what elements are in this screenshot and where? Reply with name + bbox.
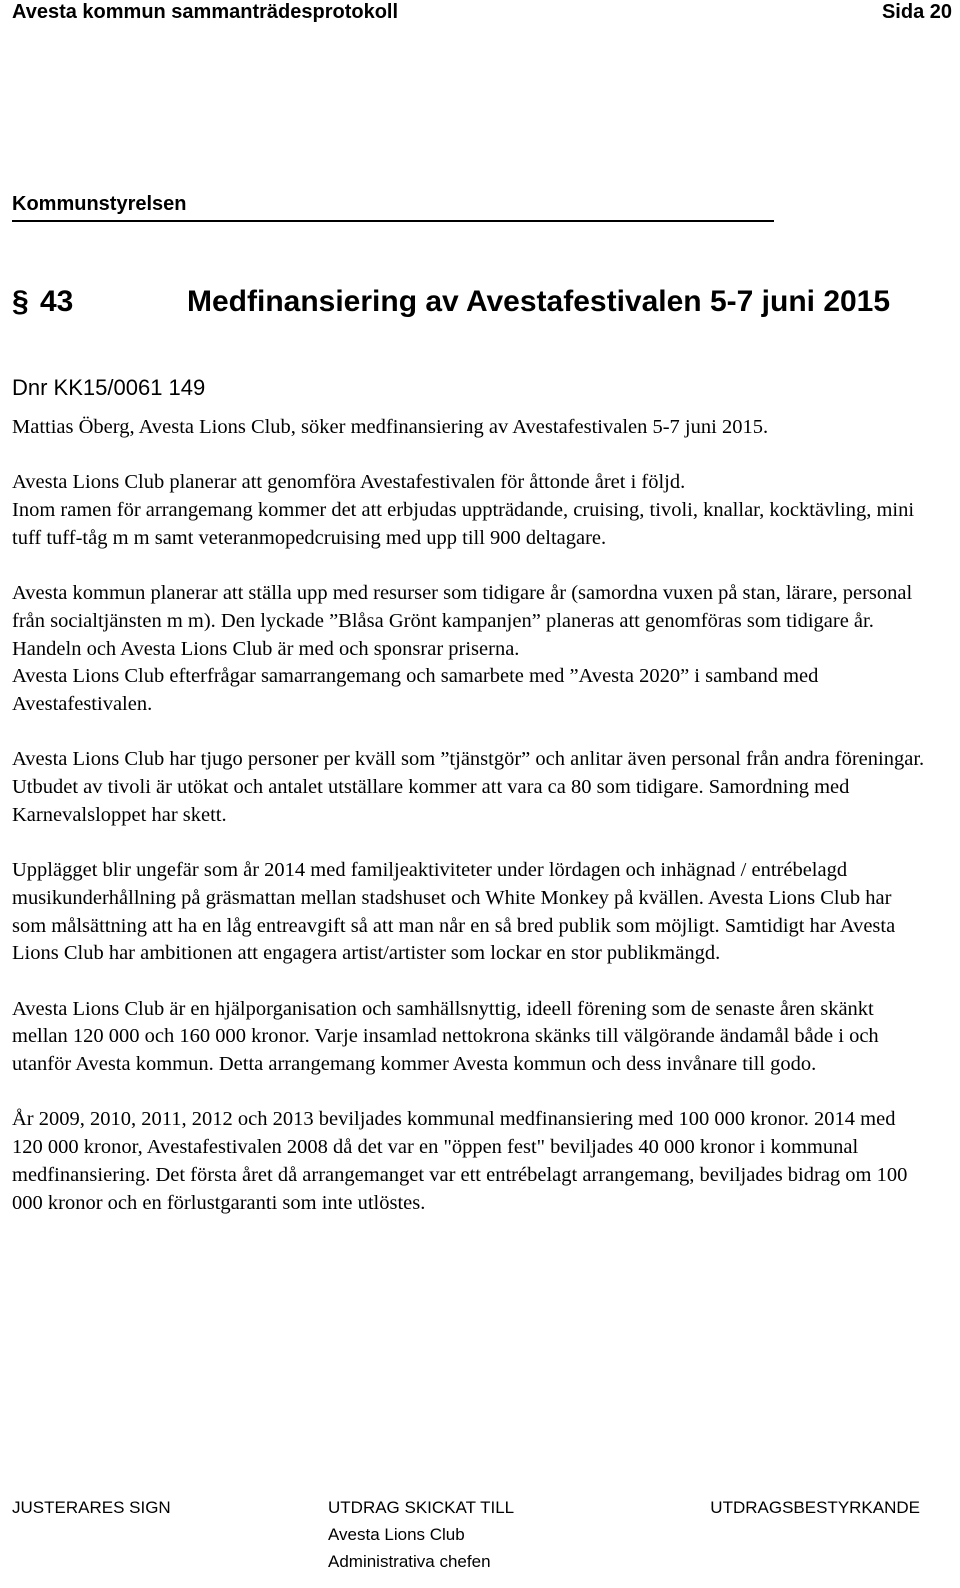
paragraph: Avesta Lions Club efterfrågar samarrangemang och samarbete med ”Avesta 2020” i samband med Avestafestivalen. <box>12 665 819 715</box>
page-footer <box>12 1494 952 1584</box>
paragraph: År 2009, 2010, 2011, 2012 och 2013 beviljades kommunal medfinansiering med 100 000 kronor. 2014 med 120 000 kronor, Avestafestivalen 2008 då det var en "öppen fest" beviljades 40 000 kronor i kommunal medfinansiering. Det första året då arrangemanget var ett entrébelagt arrangemang, beviljades bidrag om 100 000 kronor och en förlustgaranti som inte utlöstes. <box>12 1108 908 1214</box>
registration-number: Dnr KK15/0061 149 <box>12 375 206 400</box>
utdrag-skickat-till-label: UTDRAG SKICKAT TILL <box>328 1498 515 1517</box>
document-title: Avesta kommun sammanträdesprotokoll <box>12 1 399 23</box>
paragraph: Upplägget blir ungefär som år 2014 med familjeaktiviteter under lördagen och inhägnad / entrébelagd musikunderhållning på gräsmattan mellan stadshuset och White Monkey på kvällen. Avesta Lions Club har som målsättning att ha en låg entreavgift så att man når en så bred publik som möjligt. Samtidigt har Avesta Lions Club har ambitionen att engagera artist/artister som lockar en stor publikmängd. <box>12 859 896 965</box>
paragraph: Avesta Lions Club planerar att genomföra Avestafestivalen för åttonde året i följd. <box>12 471 686 494</box>
paragraph: Avesta kommun planerar att ställa upp med resurser som tidigare år (samordna vuxen på stan, lärare, personal från socialtjänsten m m). Den lyckade ”Blåsa Grönt kampanjen” planeras att genomföras som tidigare år. Handeln och Avesta Lions Club är med och sponsrar priserna. <box>12 582 913 660</box>
page-header <box>12 0 952 26</box>
section-title: Kommunstyrelsen <box>12 192 774 222</box>
paragraph: Mattias Öberg, Avesta Lions Club, söker medfinansiering av Avestafestivalen 5-7 juni 2015. <box>12 416 769 438</box>
body-text <box>12 414 927 1217</box>
item-number: 43 <box>40 285 74 318</box>
item-title: Medfinansiering av Avestafestivalen 5-7 juni 2015 <box>187 285 891 318</box>
page-number: Sida 20 <box>881 1 952 23</box>
recipient: Administrativa chefen <box>328 1552 491 1571</box>
paragraph: Avesta Lions Club har tjugo personer per kväll som ”tjänstgör” och anlitar även personal från andra föreningar. Utbudet av tivoli är utökat och antalet utställare kommer att vara ca 80 som tidigare. Samordning med Karnevalsloppet har skett. <box>12 748 925 826</box>
recipient: Avesta Lions Club <box>328 1525 465 1544</box>
paragraph: Inom ramen för arrangemang kommer det att erbjudas uppträdande, cruising, tivoli, knallar, kocktävling, mini tuff tuff-tåg m m samt veteranmopedcruising med upp till 900 deltagare. <box>12 499 915 549</box>
paragraph: Avesta Lions Club är en hjälporganisation och samhällsnyttig, ideell förening som de senaste åren skänkt mellan 120 000 och 160 000 kronor. Varje insamlad nettokrona skänks till välgörande ändamål både i och utanför Avesta kommun. Detta arrangemang kommer Avesta kommun och dess invånare till godo. <box>12 997 879 1076</box>
utdrag-skickat-till <box>328 1494 514 1575</box>
justerares-sign: JUSTERARES SIGN <box>12 1498 171 1517</box>
paragraph-sign: § <box>12 285 29 318</box>
utdragsbestyrkande: UTDRAGSBESTYRKANDE <box>710 1498 920 1517</box>
